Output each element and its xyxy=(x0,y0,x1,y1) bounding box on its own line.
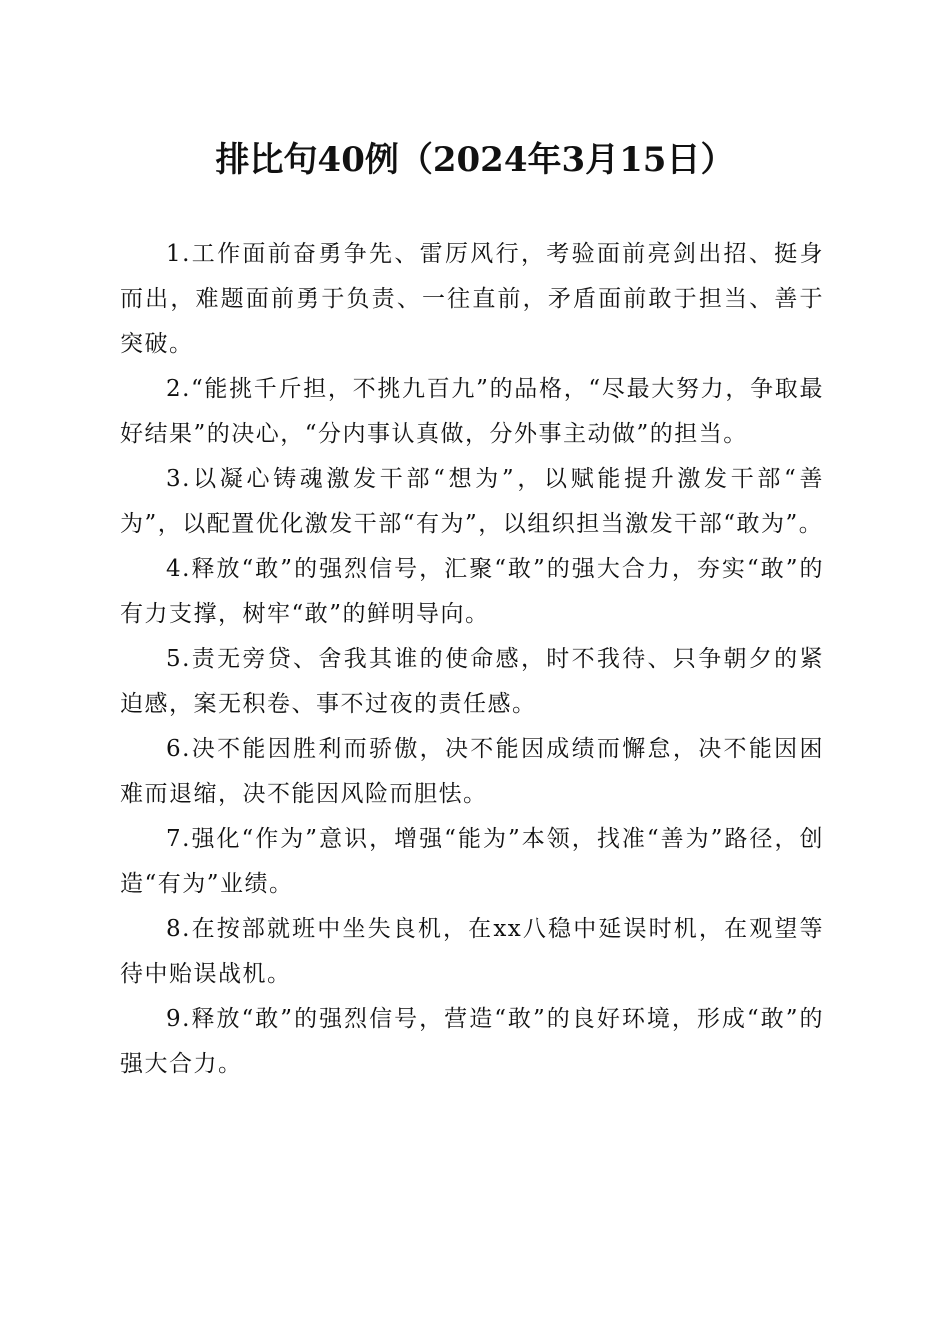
paragraph-8: 8.在按部就班中坐失良机，在xx八稳中延误时机，在观望等待中贻误战机。 xyxy=(120,916,824,987)
paragraph-4: 4.释放“敢”的强烈信号，汇聚“敢”的强大合力，夯实“敢”的有力支撑，树牢“敢”的鲜明导向。 xyxy=(120,556,824,627)
paragraph-7: 7.强化“作为”意识，增强“能为”本领，找准“善为”路径，创造“有为”业绩。 xyxy=(120,826,824,897)
document-title: 排比句40例（2024年3月15日） xyxy=(215,140,735,180)
paragraph-6: 6.决不能因胜利而骄傲，决不能因成绩而懈怠，决不能因困难而退缩，决不能因风险而胆怯。 xyxy=(120,736,824,807)
paragraph-5: 5.责无旁贷、舍我其谁的使命感，时不我待、只争朝夕的紧迫感，案无积卷、事不过夜的责任感。 xyxy=(120,646,824,717)
paragraph-9: 9.释放“敢”的强烈信号，营造“敢”的良好环境，形成“敢”的强大合力。 xyxy=(120,1006,824,1077)
paragraph-3: 3.以凝心铸魂激发干部“想为”，以赋能提升激发干部“善为”，以配置优化激发干部“有为”，以组织担当激发干部“敢为”。 xyxy=(120,466,824,537)
paragraph-2: 2.“能挑千斤担，不挑九百九”的品格，“尽最大努力，争取最好结果”的决心，“分内事认真做，分外事主动做”的担当。 xyxy=(120,376,824,447)
document-body xyxy=(120,232,824,1087)
paragraph-1: 1.工作面前奋勇争先、雷厉风行，考验面前亮剑出招、挺身而出，难题面前勇于负责、一往直前，矛盾面前敢于担当、善于突破。 xyxy=(120,241,824,357)
